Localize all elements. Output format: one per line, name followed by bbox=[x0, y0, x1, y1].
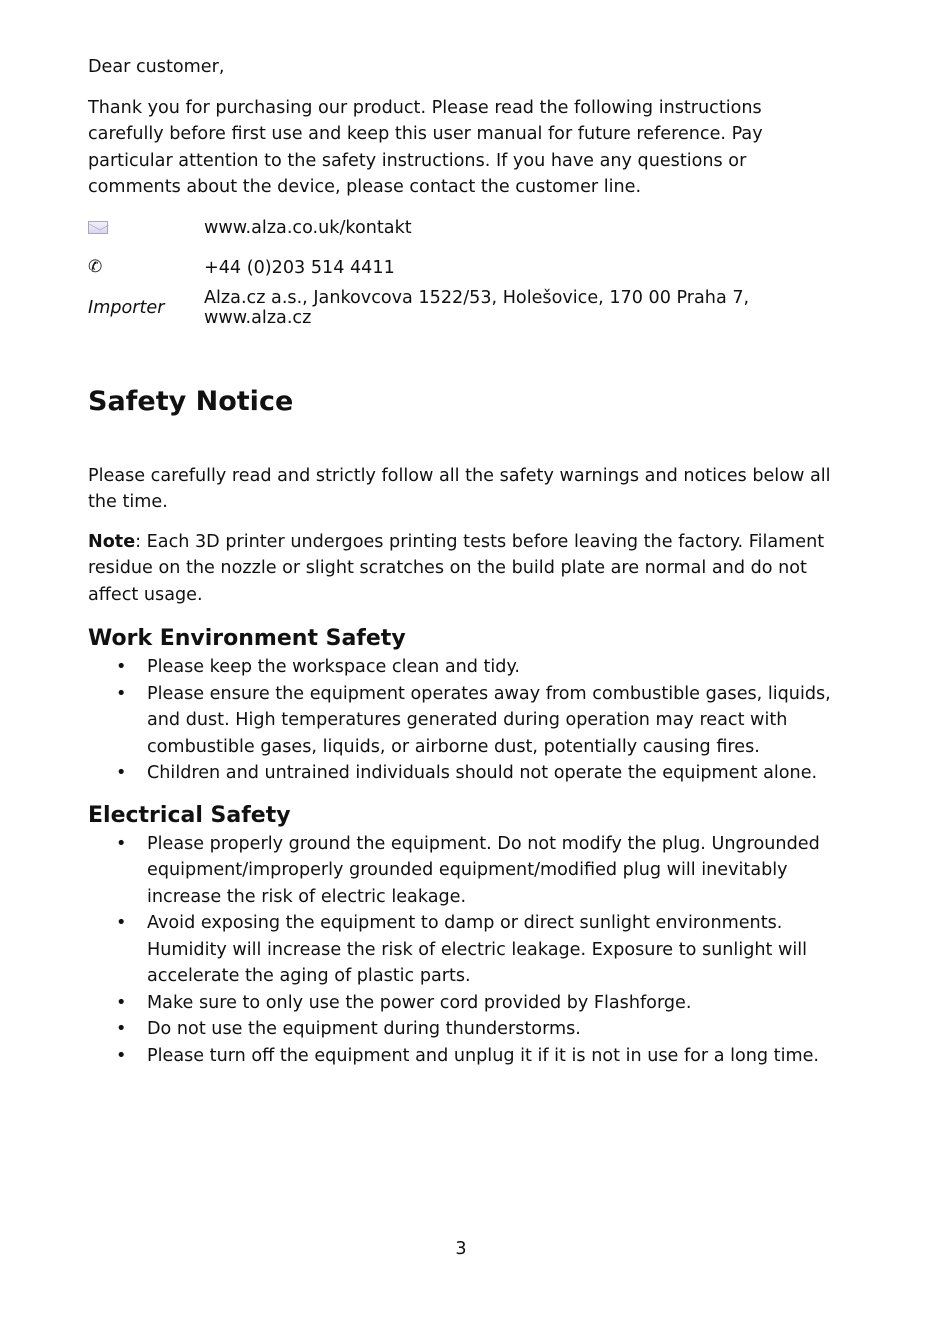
phone-icon: ✆ bbox=[88, 257, 103, 277]
list-item: • Please turn off the equipment and unplug it if it is not in use for a long time. bbox=[88, 1043, 833, 1070]
envelope-icon bbox=[88, 221, 108, 234]
importer-value: Alza.cz a.s., Jankovcova 1522/53, Holešovice, 170 00 Praha 7, www.alza.cz bbox=[204, 287, 750, 328]
list-item: • Please properly ground the equipment. Do not modify the plug. Ungrounded equipment/improperly grounded equipment/modified plug will inevitably increase the risk of electric leakage. bbox=[88, 831, 833, 911]
list-item: • Children and untrained individuals should not operate the equipment alone. bbox=[88, 760, 833, 787]
contact-email-value[interactable]: www.alza.co.uk/kontakt bbox=[204, 217, 412, 238]
note-label: Note bbox=[88, 531, 136, 552]
contact-importer-row bbox=[88, 287, 833, 328]
contact-email-label bbox=[88, 221, 204, 234]
note-text: : Each 3D printer undergoes printing tests before leaving the factory. Filament residue on the nozzle or slight scratches on the build plate are normal and do not affect usage. bbox=[88, 531, 825, 605]
page-number: 3 bbox=[455, 1239, 467, 1259]
contact-phone-value: +44 (0)203 514 4411 bbox=[204, 257, 395, 278]
safety-notice-heading: Safety Notice bbox=[88, 385, 294, 417]
intro-paragraph: Thank you for purchasing our product. Please read the following instructions carefully before first use and keep this user manual for future reference. Pay particular attention to the safety instructions. If you have any questions or comments about the device, please contact the customer line. bbox=[88, 97, 763, 197]
list-item: • Do not use the equipment during thunderstorms. bbox=[88, 1016, 833, 1043]
list-item: • Avoid exposing the equipment to damp or direct sunlight environments. Humidity will increase the risk of electric leakage. Exposure to sunlight will accelerate the aging of plastic parts. bbox=[88, 910, 833, 990]
contact-email-row bbox=[88, 215, 833, 241]
section-heading-work-environment: Work Environment Safety bbox=[88, 626, 406, 651]
safety-intro: Please carefully read and strictly follow all the safety warnings and notices below all the time. bbox=[88, 465, 831, 512]
importer-label: Importer bbox=[88, 297, 165, 318]
manual-page bbox=[88, 54, 833, 1069]
greeting: Dear customer, bbox=[88, 57, 225, 77]
contact-phone-label bbox=[88, 259, 204, 276]
electrical-safety-list bbox=[88, 831, 833, 1070]
list-item: • Make sure to only use the power cord provided by Flashforge. bbox=[88, 990, 833, 1017]
list-item: • Please keep the workspace clean and tidy. bbox=[88, 654, 833, 681]
list-item: • Please ensure the equipment operates away from combustible gases, liquids, and dust. High temperatures generated during operation may react with combustible gases, liquids, or airborne dust, potentially causing fires. bbox=[88, 681, 833, 761]
work-environment-list bbox=[88, 654, 833, 787]
section-heading-electrical: Electrical Safety bbox=[88, 802, 291, 828]
contact-phone-row bbox=[88, 255, 833, 281]
safety-note bbox=[88, 529, 833, 609]
